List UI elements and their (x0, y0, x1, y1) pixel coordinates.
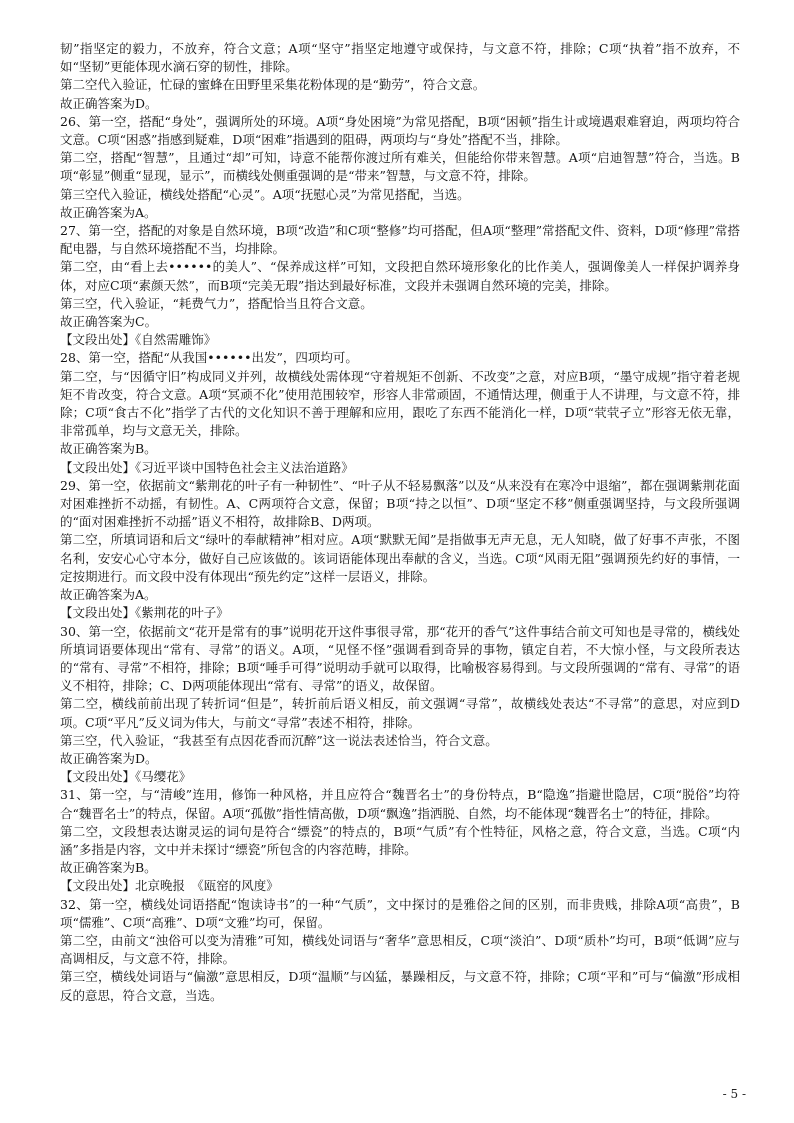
source-line: 【文段出处】《马缨花》 (60, 769, 192, 785)
answer-explanation-text (60, 40, 740, 1005)
paragraph: 27、第一空，搭配的对象是自然环境，B项“改造”和C项“整修”均可搭配，但A项“整理”常搭配文件、资料，D项“修理”常搭配电器，与自然环境搭配不当，均排除。 (60, 223, 740, 257)
paragraph: 第三空，横线处词语与“偏激”意思相反，D项“温顺”与凶猛，暴躁相反，与文意不符，排除；C项“平和”可与“偏激”形成相反的意思，符合文意，当选。 (60, 969, 740, 1003)
paragraph: 第二空，文段想表达谢灵运的词句是符合“缥瓷”的特点的，B项“气质”有个性特征，风格之意，符合文意，当选。C项“内涵”多指是内容，文中并未探讨“缥瓷”所包含的内容范畴，排除。 (60, 823, 740, 857)
paragraph: 26、第一空，搭配“身处”，强调所处的环境。A项“身处困境”为常见搭配，B项“困顿”指生计或境遇艰难窘迫，两项均符合文意。C项“困惑”指感到疑难，D项“困难”指遇到的阻碍，两项均与“身处”搭配不当，排除。 (60, 113, 740, 148)
paragraph: 28、第一空，搭配“从我国••••••出发”，四项均可。 (60, 350, 358, 366)
paragraph: 第二空，与“因循守旧”构成同义并列，故横线处需体现“守着规矩不创新、不改变”之意，对应B项，“墨守成规”指守着老规矩不肯改变，符合文意。A项“冥顽不化”使用范围较窄，形容人非常顽固，不通情达理，侧重于人不讲理，与文意不符，排除；C项“食古不化”指学了古代的文化知识不善于理解和应用，跟吃了东西不能消化一样，D项“茕茕孑立”形容无依无靠，非常孤单，均与文意无关，排除。 (60, 368, 740, 439)
paragraph: 第二空，由“看上去••••••的美人”、“保养成这样”可知，文段把自然环境形象化的比作美人，强调像美人一样保护调养身体，对应C项“素颜天然”，而B项“完美无瑕”指达到最好标准，文段并未强调自然环境的完美，排除。 (60, 259, 740, 293)
paragraph: 第二空，所填词语和后文“绿叶的奉献精神”相对应。A项“默默无闻”是指做事无声无息，无人知晓，做了好事不声张，不图名利，安安心心守本分，做好自己应该做的。该词语能体现出奉献的含义，当选。C项“风雨无阻”强调预先约好的事情，一定按期进行。而文段中没有体现出“预先约定”这样一层语义，排除。 (60, 532, 740, 584)
source-line: 【文段出处】《习近平谈中国特色社会主义法治道路》 (60, 459, 354, 475)
page-number: - 5 - (722, 1087, 746, 1101)
answer-line: 故正确答案为D。 (60, 95, 158, 111)
paragraph: 第二空，横线前前出现了转折词“但是”，转折前后语义相反，前文强调“寻常”，故横线处表达“不寻常”的意思，对应到D项。C项“平凡”反义词为伟大，与前文“寻常”表述不相符，排除。 (60, 696, 740, 730)
paragraph: 31、第一空，与“清峻”连用，修饰一种风格，并且应符合“魏晋名士”的身份特点，B“隐逸”指避世隐居，C项“脱俗”均符合“魏晋名士”的特点，保留。A项“孤傲”指性情高傲，D项“飘逸”指洒脱、自然，均不能体现“魏晋名士”的特征，排除。 (60, 787, 740, 821)
answer-line: 故正确答案为D。 (60, 750, 158, 766)
answer-line: 故正确答案为B。 (60, 860, 157, 876)
paragraph: 32、第一空，横线处词语搭配“饱读诗书”的一种“气质”，文中探讨的是雅俗之间的区别，而非贵贱，排除A项“高贵”，B项“儒雅”、C项“高雅”、D项“文雅”均可，保留。 (60, 896, 740, 930)
answer-line: 故正确答案为C。 (60, 314, 158, 330)
answer-line: 故正确答案为A。 (60, 587, 157, 603)
paragraph: 第三空，代入验证，“我甚至有点因花香而沉醉”这一说法表述恰当，符合文意。 (60, 732, 498, 748)
paragraph: 29、第一空，依据前文“紫荆花的叶子有一种韧性”、“叶子从不轻易飘落”以及“从来没有在寒冷中退缩”，都在强调紫荆花面对困难挫折不动摇，有韧性。A、C两项符合文意，保留；B项“持之以恒”、D项“坚定不移”侧重强调坚持，与文段所强调的“面对困难挫折不动摇”语义不相符，故排除B、D两项。 (60, 477, 740, 530)
paragraph: 第三空代入验证，横线处搭配“心灵”。A项“抚慰心灵”为常见搭配，当选。 (60, 186, 470, 202)
paragraph: 第二空，由前文“浊俗可以变为清雅”可知，横线处词语与“奢华”意思相反，C项“淡泊”、D项“质朴”均可，B项“低调”应与高调相反，与文意不符，排除。 (60, 932, 740, 967)
answer-line: 故正确答案为A。 (60, 204, 157, 220)
paragraph: 第三空，代入验证，“耗费气力”，搭配恰当且符合文意。 (60, 295, 373, 311)
paragraph: 30、第一空，依据前文“花开是常有的事”说明花开这件事很寻常，那“花开的香气”这件事结合前文可知也是寻常的，横线处所填词语要体现出“常有、寻常”的语义。A项，“见怪不怪”强调看到奇异的事物，镇定自若，不大惊小怪，与文段所表达的“常有、寻常”不相符，排除；B项“唾手可得”说明动手就可以取得，比喻极容易得到。与文段所强调的“常有、寻常”的语义不相符，排除；C、D两项能体现出“常有、寻常”的语义，故保留。 (60, 623, 740, 694)
source-line: 【文段出处】北京晚报 《瓯窑的风度》 (60, 878, 279, 894)
paragraph: 第二空代入验证，忙碌的蜜蜂在田野里采集花粉体现的是“勤劳”，符合文意。 (60, 77, 486, 93)
answer-line: 故正确答案为B。 (60, 441, 157, 457)
paragraph: 韧”指坚定的毅力，不放弃，符合文意；A项“坚守”指坚定地遵守或保持，与文意不符，排除；C项“执着”指不放弃，不如“坚韧”更能体现水滴石穿的韧性，排除。 (60, 41, 740, 75)
source-line: 【文段出处】《紫荆花的叶子》 (60, 605, 229, 621)
source-line: 【文段出处】《自然需雕饰》 (60, 332, 217, 348)
paragraph: 第二空，搭配“智慧”，且通过“却”可知，诗意不能帮你渡过所有难关，但能给你带来智慧。A项“启迪智慧”符合，当选。B项“彰显”侧重“显现，显示”，而横线处侧重强调的是“带来”智慧，与文意不符，排除。 (60, 150, 740, 184)
